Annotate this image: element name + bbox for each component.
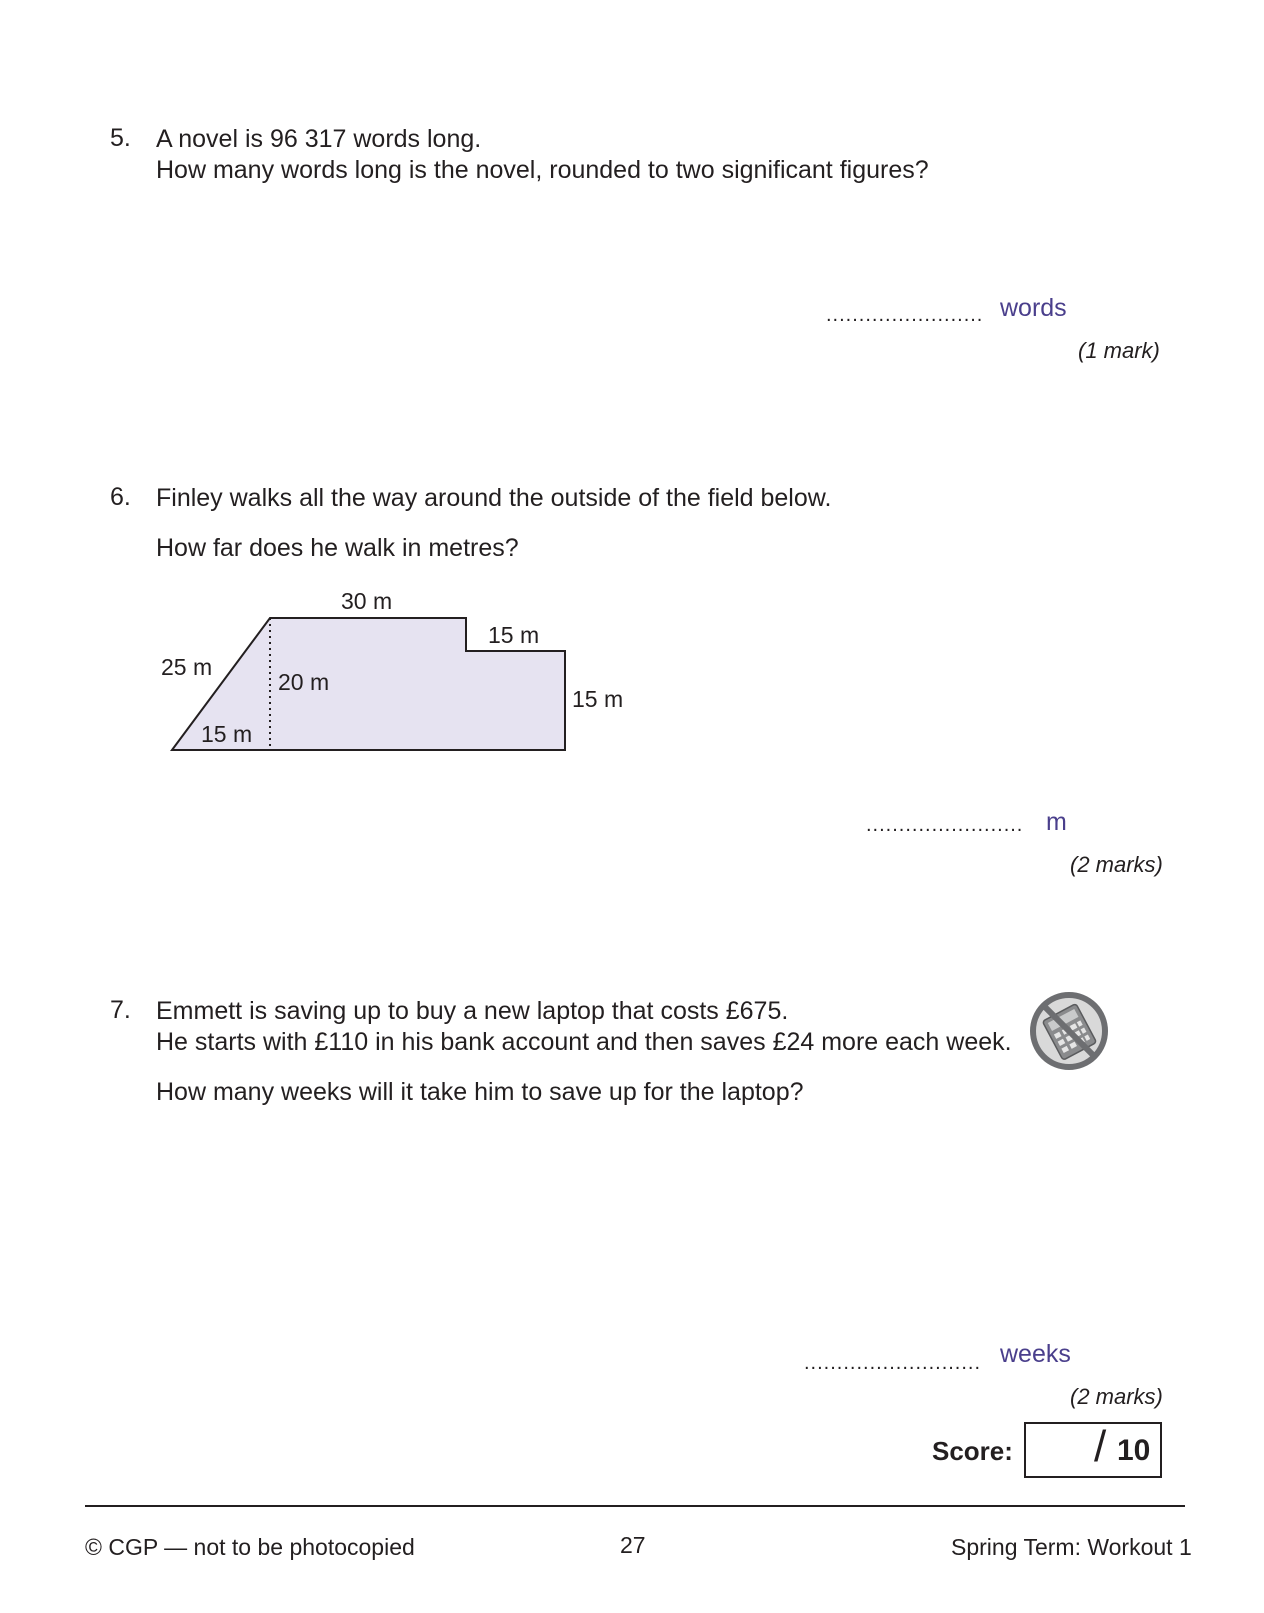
question-6-line-2: How far does he walk in metres? bbox=[156, 534, 519, 562]
footer-copyright: © CGP — not to be photocopied bbox=[85, 1534, 415, 1560]
label-height: 20 m bbox=[278, 669, 330, 695]
question-7-line-3: How many weeks will it take him to save up for the laptop? bbox=[156, 1078, 804, 1106]
footer-divider bbox=[85, 1505, 1185, 1507]
label-base-left: 15 m bbox=[201, 721, 253, 747]
label-top-side: 30 m bbox=[341, 588, 393, 614]
footer-section: Spring Term: Workout 1 bbox=[951, 1534, 1192, 1560]
question-6-marks: (2 marks) bbox=[1070, 852, 1163, 877]
question-5-line-2: How many words long is the novel, rounded to two significant figures? bbox=[156, 156, 929, 184]
question-6-line-1: Finley walks all the way around the outside of the field below. bbox=[156, 484, 832, 512]
question-7-unit: weeks bbox=[1000, 1340, 1071, 1368]
question-6-answer-line[interactable]: ........................ bbox=[866, 814, 1024, 836]
label-step-top-side: 15 m bbox=[488, 622, 540, 648]
score-label: Score: bbox=[932, 1436, 1013, 1466]
question-5-marks: (1 mark) bbox=[1078, 338, 1160, 363]
label-slant-side: 25 m bbox=[161, 654, 213, 680]
question-5-line-1: A novel is 96 317 words long. bbox=[156, 125, 482, 153]
score-slash: / bbox=[1094, 1422, 1107, 1471]
no-calculator-icon bbox=[1028, 990, 1110, 1072]
label-right-side: 15 m bbox=[572, 686, 624, 712]
question-7-number: 7. bbox=[110, 996, 131, 1024]
question-7-line-1: Emmett is saving up to buy a new laptop that costs £675. bbox=[156, 997, 789, 1025]
score-total: 10 bbox=[1117, 1434, 1151, 1467]
question-6-unit: m bbox=[1046, 808, 1067, 836]
score-box[interactable] bbox=[1024, 1422, 1162, 1478]
question-5-unit: words bbox=[1000, 294, 1067, 322]
question-5-answer-line[interactable]: ........................ bbox=[826, 304, 984, 326]
page-number: 27 bbox=[620, 1532, 646, 1558]
question-5-number: 5. bbox=[110, 124, 131, 152]
question-7-line-2: He starts with £110 in his bank account and then saves £24 more each week. bbox=[156, 1028, 1012, 1056]
question-6-number: 6. bbox=[110, 483, 131, 511]
question-7-marks: (2 marks) bbox=[1070, 1384, 1163, 1409]
question-7-answer-line[interactable]: ........................... bbox=[804, 1352, 982, 1374]
